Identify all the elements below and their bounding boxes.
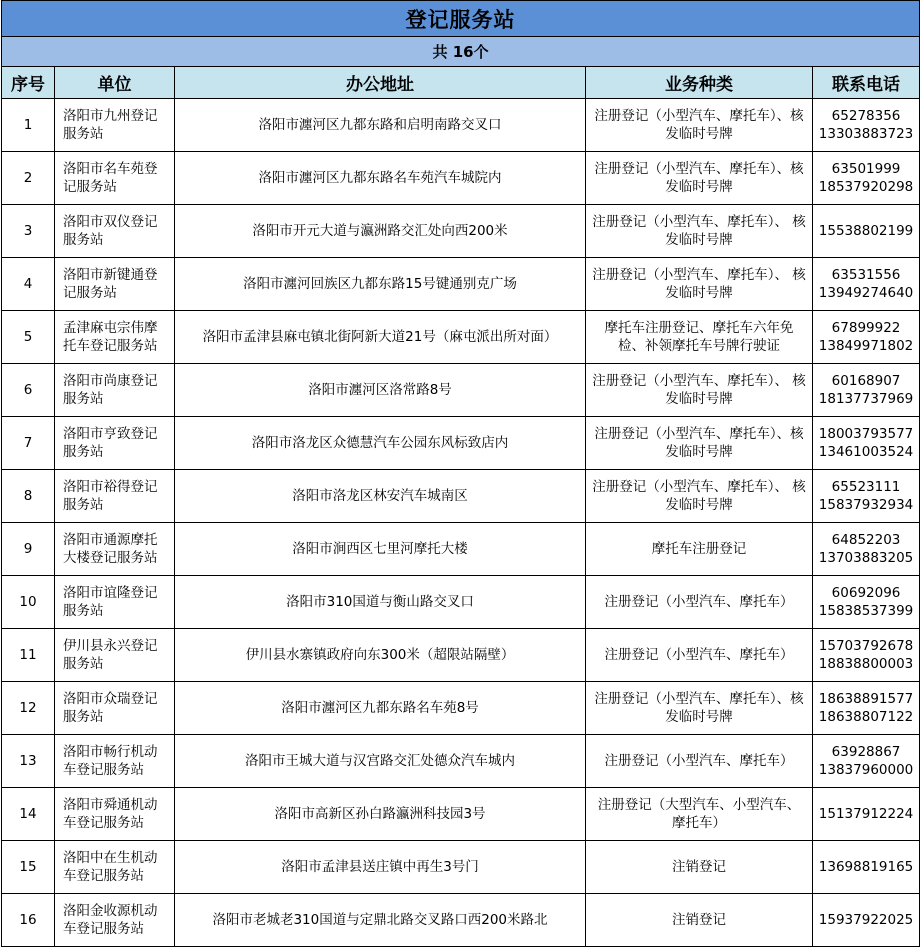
- row-business: 注册登记（小型汽车、摩托车）、核发临时号牌: [586, 99, 813, 152]
- row-address: 洛阳市开元大道与瀛洲路交汇处向西200米: [175, 205, 586, 258]
- row-phone: [813, 258, 920, 311]
- row-business: 摩托车注册登记: [586, 523, 813, 576]
- header-phone: 联系电话: [813, 67, 920, 99]
- phone-number: 13303883723: [818, 126, 914, 142]
- table-row: [2, 788, 920, 841]
- row-address: 洛阳市涧西区七里河摩托大楼: [175, 523, 586, 576]
- row-address: 洛阳市孟津县麻屯镇北街阿新大道21号（麻屯派出所对面）: [175, 311, 586, 364]
- table-title: 登记服务站: [2, 1, 920, 37]
- row-number: 3: [2, 205, 55, 258]
- phone-number: 15838537399: [818, 603, 914, 619]
- phone-number: 13703883205: [818, 550, 914, 566]
- table-row: [2, 99, 920, 152]
- table-row: [2, 735, 920, 788]
- row-address: 伊川县水寨镇政府向东300米（超限站隔壁）: [175, 629, 586, 682]
- phone-number: 63501999: [831, 161, 901, 177]
- header-address: 办公地址: [175, 67, 586, 99]
- row-business: 注册登记（小型汽车、摩托车）: [586, 629, 813, 682]
- row-unit: 洛阳市裕得登记服务站: [55, 470, 175, 523]
- row-business: 注册登记（小型汽车、摩托车）、 核发临时号牌: [586, 258, 813, 311]
- phone-number: 63531556: [831, 267, 901, 283]
- row-address: 洛阳市高新区孙白路瀛洲科技园3号: [175, 788, 586, 841]
- row-unit: 洛阳市亨致登记服务站: [55, 417, 175, 470]
- row-address: 洛阳市瀍河区九都东路名车苑8号: [175, 682, 586, 735]
- row-number: 15: [2, 841, 55, 894]
- row-address: 洛阳市瀍河区九都东路名车苑汽车城院内: [175, 152, 586, 205]
- row-address: 洛阳市孟津县送庄镇中再生3号门: [175, 841, 586, 894]
- row-number: 8: [2, 470, 55, 523]
- row-unit: 洛阳市名车苑登记服务站: [55, 152, 175, 205]
- phone-number: 63928867: [831, 744, 901, 760]
- station-count: 共 16个: [2, 37, 920, 67]
- table-row: [2, 629, 920, 682]
- row-unit: 伊川县永兴登记服务站: [55, 629, 175, 682]
- row-phone: [813, 205, 920, 258]
- service-stations-table: [1, 0, 920, 947]
- table-row: [2, 258, 920, 311]
- row-unit: 洛阳市畅行机动车登记服务站: [55, 735, 175, 788]
- phone-number: 13849971802: [818, 338, 914, 354]
- row-phone: [813, 682, 920, 735]
- table-row: [2, 364, 920, 417]
- phone-number: 15137912224: [818, 806, 914, 822]
- row-business: 注册登记（小型汽车、摩托车）、 核发临时号牌: [586, 364, 813, 417]
- row-unit: 洛阳市众瑞登记服务站: [55, 682, 175, 735]
- table-row: [2, 417, 920, 470]
- phone-number: 15703792678: [818, 638, 914, 654]
- phone-number: 15538802199: [818, 223, 914, 239]
- row-phone: [813, 364, 920, 417]
- row-unit: 洛阳市双仪登记服务站: [55, 205, 175, 258]
- phone-number: 67899922: [831, 320, 901, 336]
- row-number: 13: [2, 735, 55, 788]
- phone-number: 18638807122: [818, 709, 914, 725]
- row-business: 注册登记（小型汽车、摩托车）、核发临时号牌: [586, 152, 813, 205]
- row-unit: 洛阳市九州登记服务站: [55, 99, 175, 152]
- row-address: 洛阳市瀍河区洛常路8号: [175, 364, 586, 417]
- row-phone: [813, 417, 920, 470]
- row-address: 洛阳市洛龙区众德慧汽车公园东风标致店内: [175, 417, 586, 470]
- row-business: 注册登记（大型汽车、小型汽车、摩托车）: [586, 788, 813, 841]
- phone-number: 13461003524: [818, 444, 914, 460]
- table-row: [2, 576, 920, 629]
- phone-number: 13698819165: [818, 859, 914, 875]
- header-unit: 单位: [55, 67, 175, 99]
- table-row: [2, 311, 920, 364]
- row-address: 洛阳市瀍河回族区九都东路15号键通别克广场: [175, 258, 586, 311]
- phone-number: 15937922025: [818, 912, 914, 928]
- row-number: 5: [2, 311, 55, 364]
- table-row: [2, 523, 920, 576]
- row-address: 洛阳市王城大道与汉宫路交汇处德众汽车城内: [175, 735, 586, 788]
- row-unit: 洛阳市舜通机动车登记服务站: [55, 788, 175, 841]
- row-number: 2: [2, 152, 55, 205]
- row-address: 洛阳市老城老310国道与定鼎北路交叉路口西200米路北: [175, 894, 586, 947]
- row-unit: 洛阳市谊隆登记服务站: [55, 576, 175, 629]
- phone-number: 60168907: [831, 373, 901, 389]
- row-business: 注册登记（小型汽车、摩托车）: [586, 735, 813, 788]
- row-number: 16: [2, 894, 55, 947]
- table-row: [2, 205, 920, 258]
- phone-number: 13949274640: [818, 285, 914, 301]
- row-phone: [813, 152, 920, 205]
- phone-number: 13837960000: [818, 762, 914, 778]
- row-number: 4: [2, 258, 55, 311]
- row-address: 洛阳市310国道与衡山路交叉口: [175, 576, 586, 629]
- header-no: 序号: [2, 67, 55, 99]
- row-business: 注册登记（小型汽车、摩托车）、核发临时号牌: [586, 682, 813, 735]
- row-number: 10: [2, 576, 55, 629]
- phone-number: 65278356: [831, 108, 901, 124]
- row-phone: [813, 523, 920, 576]
- phone-number: 64852203: [831, 532, 901, 548]
- row-business: 注册登记（小型汽车、摩托车）、核发临时号牌: [586, 417, 813, 470]
- table-row: [2, 470, 920, 523]
- row-business: 注册登记（小型汽车、摩托车）、 核发临时号牌: [586, 470, 813, 523]
- row-unit: 洛阳市尚康登记服务站: [55, 364, 175, 417]
- row-number: 11: [2, 629, 55, 682]
- phone-number: 18137737969: [818, 391, 914, 407]
- phone-number: 18003793577: [818, 426, 914, 442]
- row-phone: [813, 788, 920, 841]
- phone-number: 18537920298: [818, 179, 914, 195]
- row-unit: 洛阳中在生机动车登记服务站: [55, 841, 175, 894]
- phone-number: 60692096: [831, 585, 901, 601]
- row-number: 9: [2, 523, 55, 576]
- header-business: 业务种类: [586, 67, 813, 99]
- row-unit: 洛阳市新键通登记服务站: [55, 258, 175, 311]
- row-business: 注册登记（小型汽车、摩托车）、 核发临时号牌: [586, 205, 813, 258]
- table-row: [2, 841, 920, 894]
- row-business: 摩托车注册登记、摩托车六年免检、补领摩托车号牌行驶证: [586, 311, 813, 364]
- phone-number: 18638891577: [818, 691, 914, 707]
- phone-number: 15837932934: [818, 497, 914, 513]
- row-phone: [813, 470, 920, 523]
- row-number: 7: [2, 417, 55, 470]
- phone-number: 18838800003: [818, 656, 914, 672]
- row-number: 14: [2, 788, 55, 841]
- phone-number: 65523111: [831, 479, 901, 495]
- row-phone: [813, 894, 920, 947]
- row-address: 洛阳市瀍河区九都东路和启明南路交叉口: [175, 99, 586, 152]
- row-number: 6: [2, 364, 55, 417]
- row-phone: [813, 735, 920, 788]
- row-business: 注册登记（小型汽车、摩托车）: [586, 576, 813, 629]
- row-number: 12: [2, 682, 55, 735]
- row-number: 1: [2, 99, 55, 152]
- row-phone: [813, 99, 920, 152]
- table-row: [2, 894, 920, 947]
- row-phone: [813, 576, 920, 629]
- row-phone: [813, 311, 920, 364]
- row-unit: 洛阳金收源机动车登记服务站: [55, 894, 175, 947]
- row-business: 注销登记: [586, 841, 813, 894]
- table-row: [2, 682, 920, 735]
- row-business: 注销登记: [586, 894, 813, 947]
- table-row: [2, 152, 920, 205]
- row-address: 洛阳市洛龙区林安汽车城南区: [175, 470, 586, 523]
- row-phone: [813, 841, 920, 894]
- row-unit: 洛阳市通源摩托大楼登记服务站: [55, 523, 175, 576]
- row-phone: [813, 629, 920, 682]
- row-unit: 孟津麻屯宗伟摩托车登记服务站: [55, 311, 175, 364]
